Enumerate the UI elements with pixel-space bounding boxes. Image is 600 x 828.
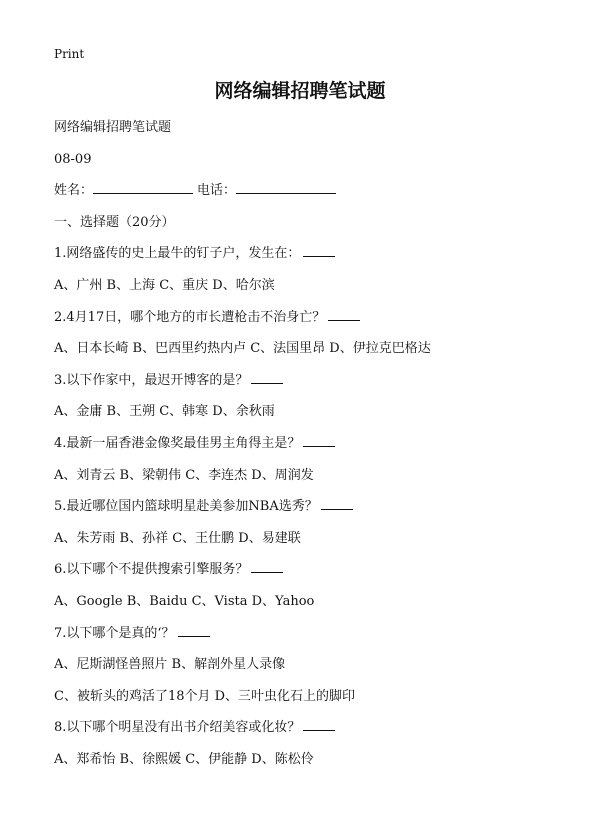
options-line	[54, 527, 574, 559]
question-text: 8.以下哪个明星没有出书介绍美容或化妆？	[54, 720, 301, 736]
answer-blank	[251, 558, 283, 573]
phone-blank	[236, 179, 336, 194]
question-text: 2.4月17日，哪个地方的市长遭枪击不治身亡？	[54, 309, 326, 325]
answer-blank	[321, 495, 353, 510]
section-title: 一、选择题（20分）	[54, 214, 175, 230]
answer-blank	[303, 242, 335, 257]
answer-blank	[303, 432, 335, 447]
name-blank	[93, 179, 193, 194]
options-text: A、Google B、Baidu C、Vista D、Yahoo	[54, 593, 315, 609]
question-text: 7.以下哪个是真的‘？	[54, 625, 175, 641]
options-text: A、广州 B、上海 C、重庆 D、哈尔滨	[54, 277, 275, 293]
question-line	[54, 306, 574, 338]
phone-label: 电话：	[197, 183, 237, 199]
date-text: 08-09	[54, 151, 92, 167]
subtitle-line	[54, 116, 574, 148]
options-line	[54, 400, 574, 432]
question-text: 5.最近哪位国内篮球明星赴美参加NBA选秀？	[54, 499, 318, 515]
date-line	[54, 148, 574, 180]
question-line	[54, 495, 574, 527]
question-line	[54, 716, 574, 748]
options-text: A、日本长崎 B、巴西里约热内卢 C、法国里昂 D、伊拉克巴格达	[54, 341, 431, 357]
options-line	[54, 274, 574, 306]
options-text: A、朱芳雨 B、孙祥 C、王仕鹏 D、易建联	[54, 530, 301, 546]
options-line	[54, 464, 574, 496]
question-line	[54, 622, 574, 654]
options-line	[54, 590, 574, 622]
options-text: A、金庸 B、王朔 C、韩寒 D、余秋雨	[54, 404, 275, 420]
contact-line	[54, 179, 574, 211]
question-text: 3.以下作家中，最迟开博客的是？	[54, 372, 249, 388]
document-body	[54, 116, 574, 779]
question-text: 4.最新一届香港金像奖最佳男主角得主是？	[54, 435, 301, 451]
subtitle: 网络编辑招聘笔试题	[54, 120, 172, 135]
options-line	[54, 748, 574, 780]
question-text: 1.网络盛传的史上最牛的钉子户，发生在：	[54, 246, 301, 262]
answer-blank	[303, 716, 335, 731]
options-line	[54, 685, 574, 717]
options-text: A、郑希怡 B、徐熙媛 C、伊能静 D、陈松伶	[54, 751, 314, 767]
options-text: A、刘青云 B、梁朝伟 C、李连杰 D、周润发	[54, 467, 314, 483]
answer-blank	[178, 622, 210, 637]
question-line	[54, 432, 574, 464]
options-text: C、被斩头的鸡活了18个月 D、三叶虫化石上的脚印	[54, 688, 356, 704]
question-line	[54, 558, 574, 590]
document-title: 网络编辑招聘笔试题	[214, 80, 386, 102]
answer-blank	[251, 369, 283, 384]
section-heading	[54, 211, 574, 243]
answer-blank	[328, 306, 360, 321]
question-line	[54, 242, 574, 274]
options-text: A、尼斯湖怪兽照片 B、解剖外星人录像	[54, 657, 286, 673]
options-line	[54, 653, 574, 685]
name-label: 姓名：	[54, 183, 94, 199]
question-text: 6.以下哪个不提供搜索引擎服务？	[54, 562, 249, 578]
print-label: Print	[54, 47, 85, 61]
options-line	[54, 337, 574, 369]
question-line	[54, 369, 574, 401]
